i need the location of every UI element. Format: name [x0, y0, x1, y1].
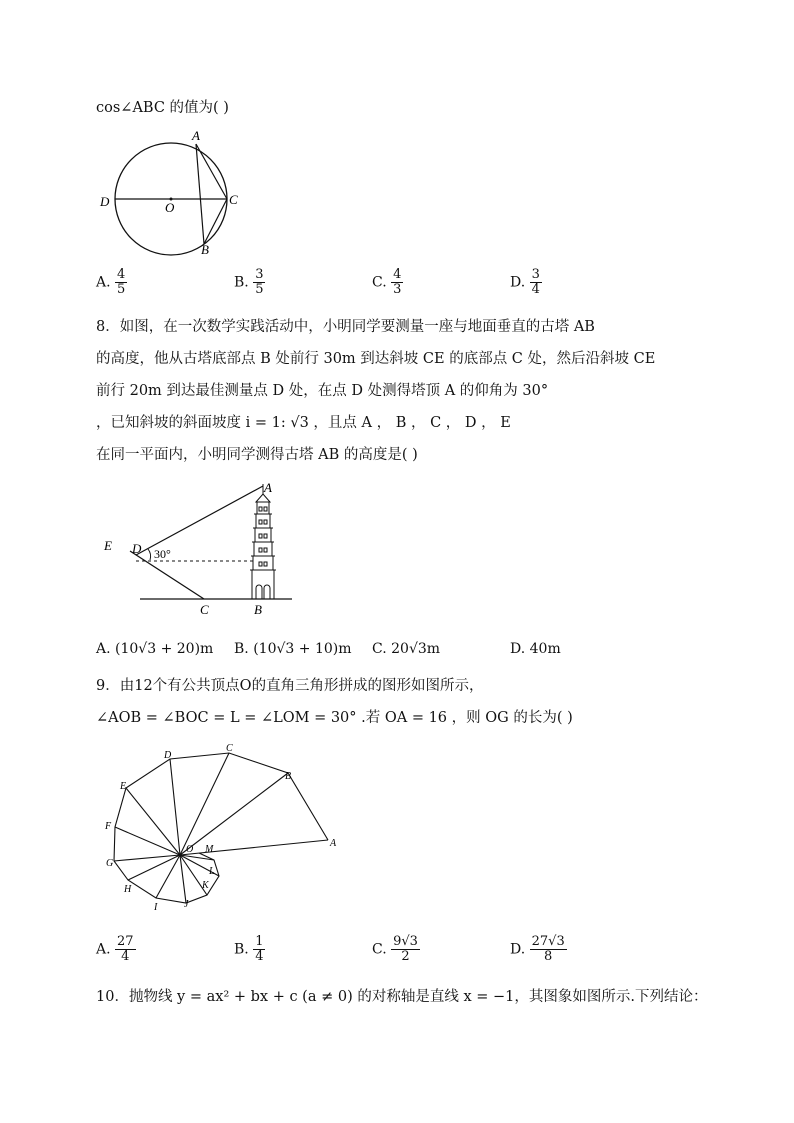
q8-option-c[interactable]: C. 20√3m: [372, 641, 441, 657]
q8-line-5: 在同一平面内，小明同学测得古塔 AB 的高度是( ): [96, 447, 418, 463]
q8-option-a[interactable]: A. (10√3 + 20)m: [96, 641, 214, 657]
q9-label-f: F: [105, 821, 112, 832]
q10-line: 10．抛物线 y = ax² + bx + c (a ≠ 0) 的对称轴是直线 x = −1，其图象如图所示.下列结论：: [96, 989, 708, 1005]
q9-label-g: G: [106, 858, 114, 869]
q8-line-3: 前行 20m 到达最佳测量点 D 处，在点 D 处测得塔顶 A 的仰角为 30°: [96, 383, 549, 399]
q8-label-e: E: [104, 538, 112, 553]
q7-label-a: A: [192, 128, 200, 143]
q8-label-c: C: [200, 602, 209, 617]
q8-option-b[interactable]: B. (10√3 + 10)m: [234, 641, 352, 657]
q7-circle-figure: [96, 126, 256, 261]
q9-label-b: B: [285, 771, 292, 782]
q9-label-l: L: [209, 866, 215, 877]
q8-tower-figure: [96, 476, 306, 621]
q7-option-b[interactable]: B. $\frac{3}{5}$: [234, 267, 264, 297]
q9-label-a: A: [330, 838, 337, 849]
q8-label-b: B: [254, 602, 262, 617]
q7-option-a[interactable]: A. $\frac{4}{5}$: [96, 267, 126, 297]
q7-label-d: D: [100, 194, 110, 209]
q7-label-b: B: [201, 242, 209, 257]
q9-label-k: K: [202, 880, 209, 891]
q8-label-d: D: [132, 541, 142, 556]
q9-label-j: J: [184, 899, 189, 910]
q7-label-o: O: [165, 200, 175, 215]
q9-label-h: H: [124, 884, 132, 895]
q9-label-i: I: [154, 902, 158, 913]
q7-option-d[interactable]: D. $\frac{3}{4}$: [510, 267, 540, 297]
q9-line-1: 9．由12个有公共顶点O的直角三角形拼成的图形如图所示，: [96, 678, 484, 694]
q9-option-c[interactable]: C. $\frac{9√3}{2}$: [372, 934, 418, 964]
pagoda-icon: [250, 484, 276, 599]
q9-option-a[interactable]: A. $\frac{27}{4}$: [96, 934, 134, 964]
q9-label-d: D: [164, 750, 172, 761]
q9-label-c: C: [226, 743, 233, 754]
q7-option-c[interactable]: C. $\frac{4}{3}$: [372, 267, 402, 297]
q9-spiral-figure: [96, 735, 356, 915]
q9-label-m: M: [205, 844, 214, 855]
q8-option-d[interactable]: D. 40m: [510, 641, 561, 657]
q8-line-1: 8．如图，在一次数学实践活动中，小明同学要测量一座与地面垂直的古塔 AB: [96, 319, 595, 335]
q8-line-2: 的高度，他从古塔底部点 B 处前行 30m 到达斜坡 CE 的底部点 C 处，然后沿斜坡 CE: [96, 351, 656, 367]
q9-label-e: E: [120, 781, 127, 792]
q7-stem: cos∠ABC 的值为( ): [96, 100, 229, 116]
q9-option-b[interactable]: B. $\frac{1}{4}$: [234, 934, 264, 964]
q8-angle-label: 30°: [154, 547, 171, 561]
q7-label-c: C: [229, 192, 238, 207]
q9-option-d[interactable]: D. $\frac{27√3}{8}$: [510, 934, 565, 964]
q8-label-a: A: [264, 480, 272, 495]
q9-label-o: O: [186, 844, 194, 855]
q9-line-2: ∠AOB = ∠BOC = L = ∠LOM = 30° .若 OA = 16 ，则 OG 的长为( ): [96, 710, 573, 726]
q8-line-4: ，已知斜坡的斜面坡度 i = 1: √3 ，且点 A ， B ， C ， D ， E: [96, 415, 511, 431]
